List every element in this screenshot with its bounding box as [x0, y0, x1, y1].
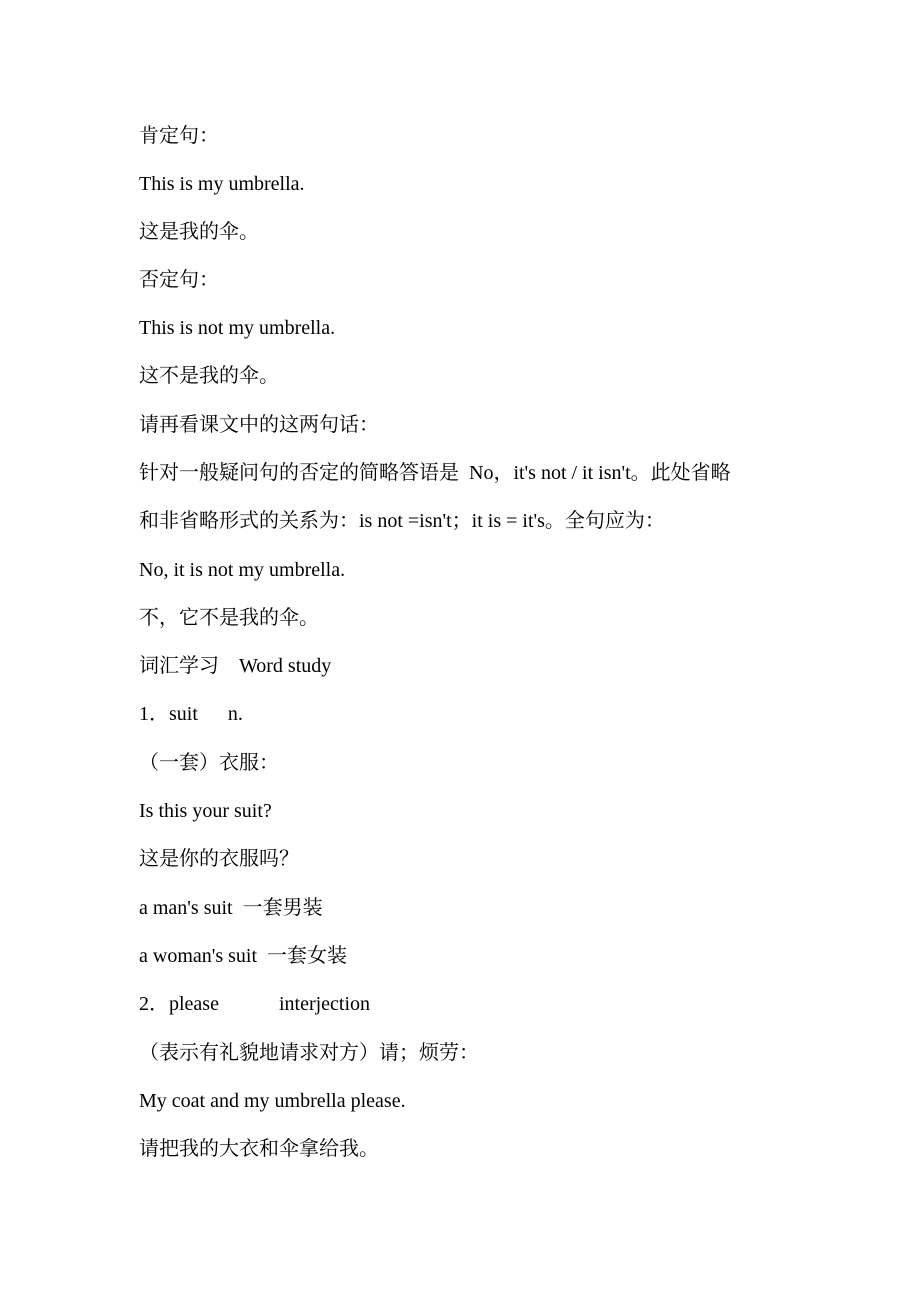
example-sentence: My coat and my umbrella please.: [139, 1090, 406, 1112]
vocab-entry-suit: 1．suit n.: [139, 703, 243, 725]
heading-negative: 否定句：: [139, 269, 219, 291]
heading-affirmative: 肯定句：: [139, 125, 219, 147]
example-sentence: This is not my umbrella.: [139, 317, 336, 339]
example-sentence: This is my umbrella.: [139, 173, 305, 195]
vocab-definition: （一套）衣服：: [139, 752, 279, 774]
translation: 这是我的伞。: [139, 221, 259, 243]
phrase-example: a man's suit 一套男装: [139, 897, 323, 919]
translation: 请把我的大衣和伞拿给我。: [139, 1138, 379, 1160]
instruction-text: 请再看课文中的这两句话：: [139, 414, 379, 436]
explanation-text: 和非省略形式的关系为：is not =isn't；it is = it's。全句应为：: [139, 510, 665, 532]
example-sentence: No, it is not my umbrella.: [139, 559, 346, 581]
explanation-text: 针对一般疑问句的否定的简略答语是 No，it's not / it isn't。此处省略: [139, 462, 731, 484]
translation: 这不是我的伞。: [139, 365, 279, 387]
phrase-example: a woman's suit 一套女装: [139, 945, 348, 967]
section-heading-word-study: 词汇学习 Word study: [139, 655, 332, 677]
translation: 不，它不是我的伞。: [139, 607, 319, 629]
example-sentence: Is this your suit?: [139, 800, 272, 822]
vocab-entry-please: 2．please interjection: [139, 993, 371, 1015]
vocab-definition: （表示有礼貌地请求对方）请；烦劳：: [139, 1042, 479, 1064]
translation: 这是你的衣服吗？: [139, 848, 299, 870]
